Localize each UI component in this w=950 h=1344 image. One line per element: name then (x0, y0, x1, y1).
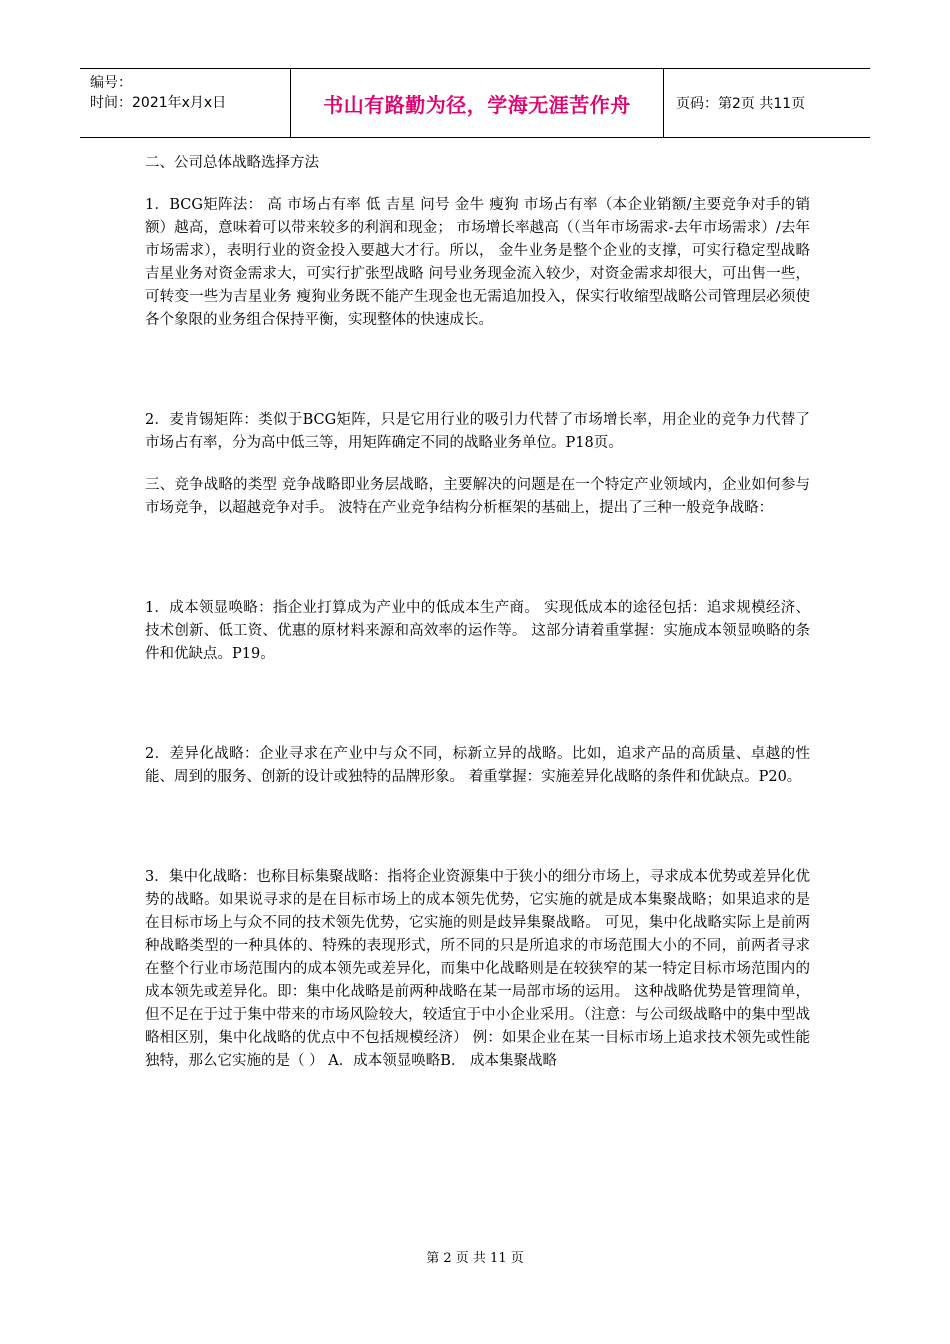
document-body (145, 152, 810, 1073)
paragraph-cost-leadership: 1．成本领显唤略：指企业打算成为产业中的低成本生产商。 实现低成本的途径包括：追求规模经济、技术创新、低工资、优惠的原材料来源和高效率的运作等。 这部分请着重掌握：实施成本领显唤略的条件和优缺点。P19。 (145, 600, 810, 662)
header-meta (80, 69, 291, 137)
paragraph-differentiation: 2．差异化战略：企业寻求在产业中与众不同，标新立异的战略。比如，追求产品的高质量、卓越的性能、周到的服务、创新的设计或独特的品牌形象。 着重掌握：实施差异化战略的条件和优缺点。P20。 (145, 746, 810, 785)
paragraph-focus-strategy: 3．集中化战略：也称目标集聚战略：指将企业资源集中于狭小的细分市场上，寻求成本优势或差异化优势的战略。如果说寻求的是在目标市场上的成本领先优势，它实施的就是成本集聚战略；如果追求的是在目标市场上与众不同的技术领先优势，它实施的则是歧异集聚战略。 可见，集中化战略实际上是前两种战略类型的一种具体的、特殊的表现形式，所不同的只是所追求的市场范围大小的不同，前两者寻求在整个行业市场范围内的成本领先或差异化，而集中化战略则是在较狭窄的某一特定目标市场范围内的成本领先或差异化。即：集中化战略是前两种战略在某一局部市场的运用。 这种战略优势是管理简单，但不足在于过于集中带来的市场风险较大，较适宜于中小企业采用。（注意：与公司级战略中的集中型战略相区别，集中化战略的优点中不包括规模经济） 例：如果企业在某一目标市场上追求技术领先或性能独特，那么它实施的是（ ） A．成本领显唤略B． 成本集聚战略 (145, 869, 810, 1069)
header-page-info: 页码：第2页 共11页 (676, 96, 806, 112)
section-heading: 二、公司总体战略选择方法 (145, 155, 319, 171)
page-header (80, 68, 870, 138)
paragraph-mckinsey-matrix: 2．麦肯锡矩阵：类似于BCG矩阵，只是它用行业的吸引力代替了市场增长率，用企业的竞争力代替了市场占有率，分为高中低三等，用矩阵确定不同的战略业务单位。P18页。 (145, 412, 810, 451)
paragraph-bcg-matrix: 1．BCG矩阵法： 高 市场占有率 低 吉星 问号 金牛 瘦狗 市场占有率（本企业销额/主要竞争对手的销额）越高，意味着可以带来较多的利润和现金； 市场增长率越高（（当年市场需求-去年市场需求）/去年市场需求），表明行业的资金投入要越大才行。所以， 金牛业务是整个企业的支撑，可实行稳定型战略 吉星业务对资金需求大，可实行扩张型战略 问号业务现金流入较少，对资金需求却很大，可出售一些，可转变一些为吉星业务 瘦狗业务既不能产生现金也无需追加投入，保实行收缩型战略公司管理层必须使各个象限的业务组合保持平衡，实现整体的快速成长。 (145, 197, 810, 328)
page-footer: 第 2 页 共 11 页 (426, 1251, 524, 1266)
paragraph-competitive-strategy: 三、竞争战略的类型 竞争战略即业务层战略，主要解决的问题是在一个特定产业领域内，企业如何参与市场竞争，以超越竞争对手。 波特在产业竞争结构分析框架的基础上，提出了三种一般竞争战略： (145, 477, 810, 516)
number-label: 编号： (90, 75, 132, 91)
date-label: 时间：2021年x月x日 (90, 95, 227, 111)
header-motto: 书山有路勤为径，学海无涯苦作舟 (291, 69, 664, 137)
